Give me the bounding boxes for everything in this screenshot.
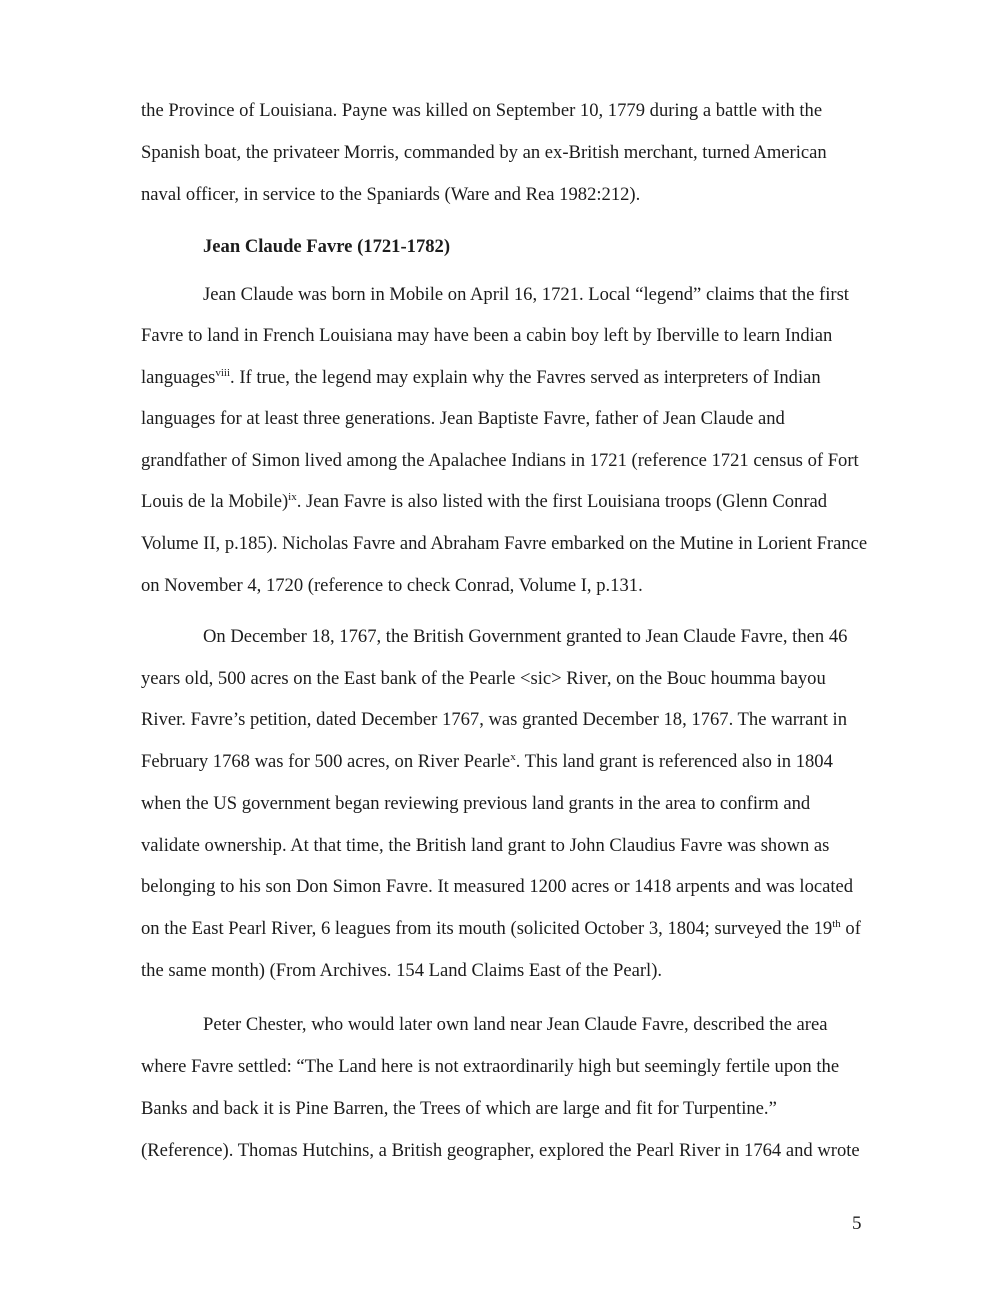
line-text: Louis de la Mobile) [141, 491, 289, 512]
line-text: . This land grant is referenced also in 1804 [515, 751, 833, 772]
body-text-line: naval officer, in service to the Spaniards (Ware and Rea 1982:212). [141, 184, 641, 205]
body-text-line: Favre to land in French Louisiana may have been a cabin boy left by Iberville to learn Indian [141, 325, 833, 346]
body-text-line [141, 367, 821, 389]
ordinal-suffix: th [832, 918, 841, 930]
body-text-line [141, 491, 827, 513]
body-text-line: Jean Claude was born in Mobile on April 16, 1721. Local “legend” claims that the first [203, 284, 849, 305]
body-text-line: years old, 500 acres on the East bank of the Pearle <sic> River, on the Bouc houmma bayou [141, 668, 826, 689]
body-text-line: grandfather of Simon lived among the Apalachee Indians in 1721 (reference 1721 census of Fort [141, 450, 859, 471]
body-text-line: when the US government began reviewing previous land grants in the area to confirm and [141, 793, 811, 814]
body-text-line: the same month) (From Archives. 154 Land Claims East of the Pearl). [141, 960, 663, 981]
body-text-line: where Favre settled: “The Land here is not extraordinarily high but seemingly fertile upon the [141, 1056, 840, 1077]
body-text-line: languages for at least three generations. Jean Baptiste Favre, father of Jean Claude and [141, 408, 785, 429]
line-text: languages [141, 367, 216, 388]
body-text-line: Peter Chester, who would later own land near Jean Claude Favre, described the area [203, 1014, 828, 1035]
endnote-marker: x [510, 751, 516, 763]
body-text-line: Banks and back it is Pine Barren, the Trees of which are large and fit for Turpentine.” [141, 1098, 777, 1119]
body-text-line: validate ownership. At that time, the British land grant to John Claudius Favre was shown as [141, 835, 830, 856]
body-text-line: On December 18, 1767, the British Government granted to Jean Claude Favre, then 46 [203, 626, 848, 647]
line-text: . Jean Favre is also listed with the first Louisiana troops (Glenn Conrad [296, 491, 828, 512]
page-number: 5 [852, 1213, 862, 1234]
endnote-marker: ix [288, 491, 297, 503]
body-text-line: Volume II, p.185). Nicholas Favre and Abraham Favre embarked on the Mutine in Lorient France [141, 533, 868, 554]
body-text-line: belonging to his son Don Simon Favre. It measured 1200 acres or 1418 arpents and was located [141, 876, 854, 897]
body-text-line: on November 4, 1720 (reference to check Conrad, Volume I, p.131. [141, 575, 643, 596]
body-text-line: River. Favre’s petition, dated December 1767, was granted December 18, 1767. The warrant in [141, 709, 847, 730]
line-text: of [840, 918, 861, 939]
line-text: on the East Pearl River, 6 leagues from its mouth (solicited October 3, 1804; surveyed the 19 [141, 918, 833, 939]
body-text-line: (Reference). Thomas Hutchins, a British geographer, explored the Pearl River in 1764 and wrote [141, 1140, 860, 1161]
section-heading: Jean Claude Favre (1721-1782) [203, 236, 451, 257]
line-text: February 1768 was for 500 acres, on River Pearle [141, 751, 511, 772]
body-text-line: the Province of Louisiana. Payne was killed on September 10, 1779 during a battle with the [141, 100, 823, 121]
line-text: . If true, the legend may explain why the Favres served as interpreters of Indian [230, 367, 821, 388]
body-text-line [141, 918, 861, 940]
body-text-line [141, 751, 833, 773]
body-text-line: Spanish boat, the privateer Morris, commanded by an ex-British merchant, turned American [141, 142, 827, 163]
endnote-marker: viii [215, 367, 231, 379]
